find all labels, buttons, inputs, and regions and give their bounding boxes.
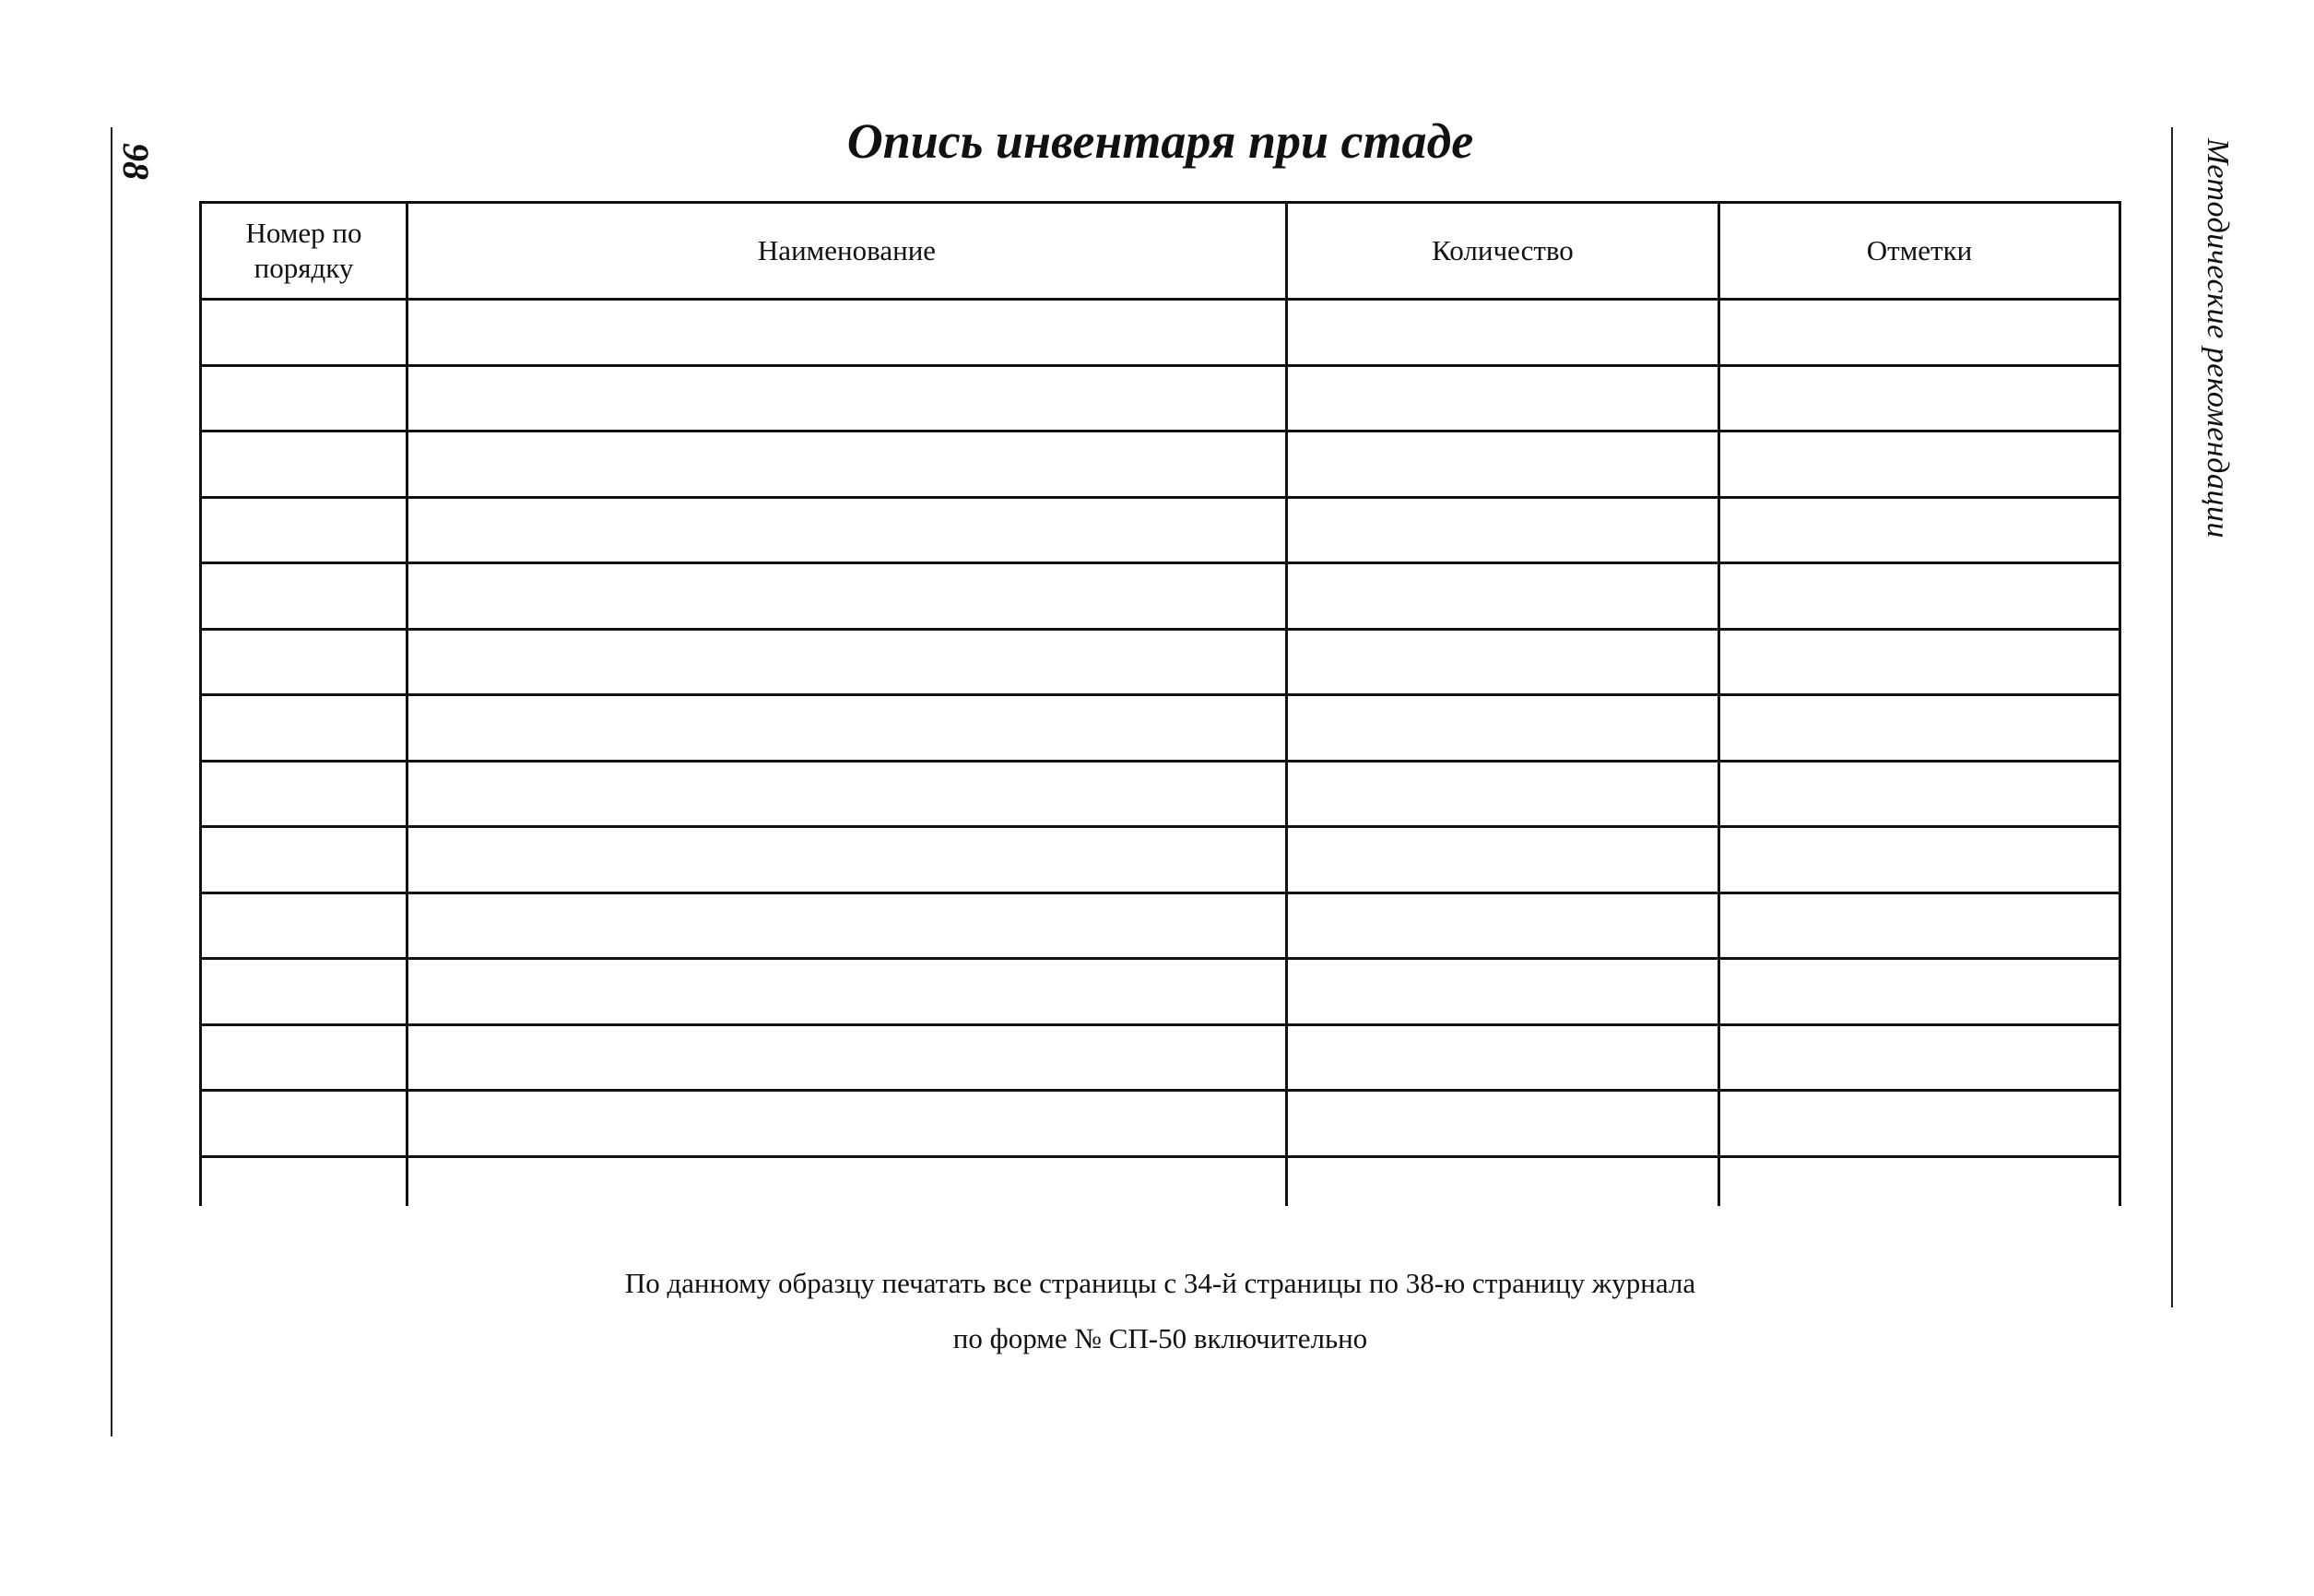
table-row <box>199 1026 2121 1090</box>
table-row <box>199 499 2121 562</box>
footer-note-line-1: По данному образцу печатать все страницы с 34-й страницы по 38-ю страницу журнала <box>624 1267 1696 1299</box>
table-row <box>199 367 2121 431</box>
table-row <box>199 1158 2121 1222</box>
inventory-table <box>199 201 2121 1206</box>
running-header-text: Методические рекомендации <box>2201 138 2235 538</box>
footer-note-line-2: по форме № СП-50 включительно <box>952 1322 1368 1354</box>
table-row <box>199 960 2121 1023</box>
table-row <box>199 1092 2121 1155</box>
table-row <box>199 894 2121 958</box>
form-title: Опись инвентаря при стаде <box>846 113 1474 169</box>
table-row <box>199 432 2121 496</box>
header-notes: Отметки <box>1866 234 1973 266</box>
running-header <box>2157 138 2277 562</box>
table-row <box>199 828 2121 892</box>
header-quantity: Количество <box>1432 234 1574 266</box>
table-row <box>199 301 2121 364</box>
header-name: Наименование <box>757 234 937 266</box>
header-number: Номер по порядку <box>245 217 362 284</box>
table-row <box>199 631 2121 694</box>
table-row <box>199 696 2121 760</box>
table-row <box>199 564 2121 628</box>
left-margin-rule <box>111 127 112 1436</box>
table-row <box>199 763 2121 826</box>
page-number: 98 <box>115 143 157 180</box>
